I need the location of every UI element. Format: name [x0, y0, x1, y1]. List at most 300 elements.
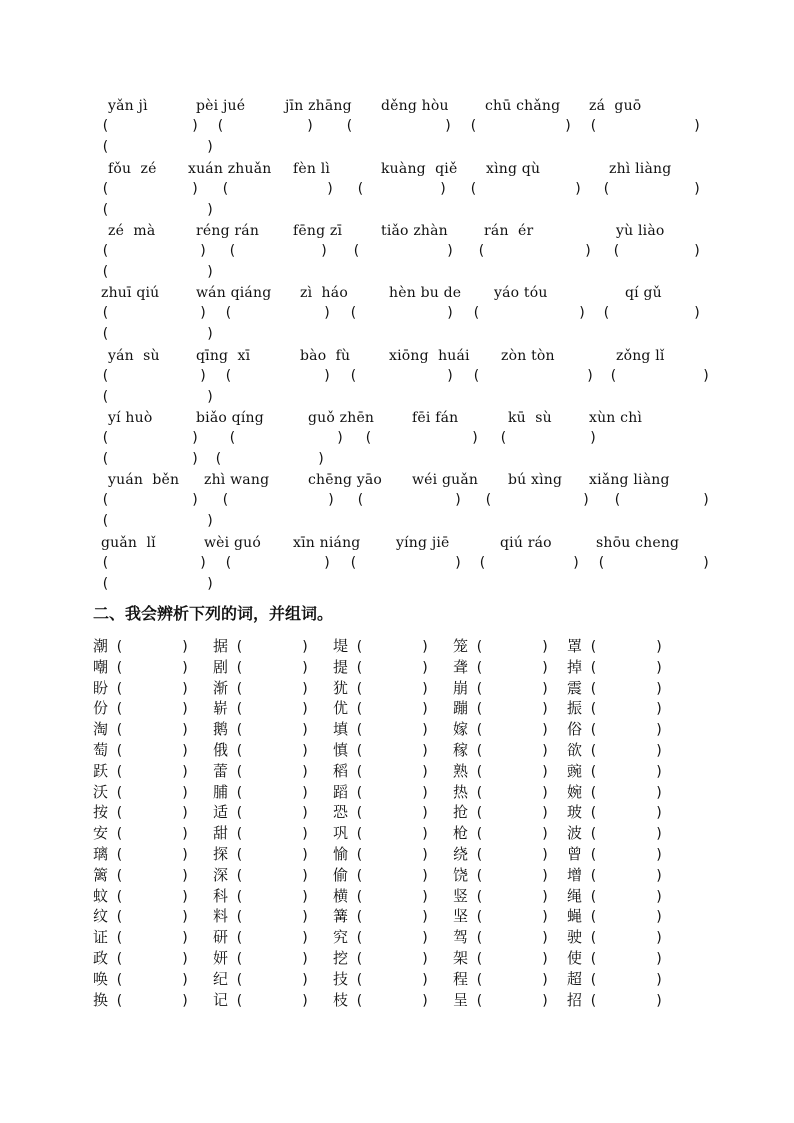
answer-paren-open[interactable]: (	[101, 368, 110, 384]
word-blank-open[interactable]: (	[235, 951, 244, 967]
word-blank-close[interactable]: )	[301, 680, 310, 697]
word-blank-close[interactable]: )	[541, 701, 550, 718]
answer-paren-close[interactable]: )	[323, 368, 332, 384]
word-blank-close[interactable]: )	[421, 992, 430, 1009]
character: 偷	[333, 865, 349, 884]
word-blank-open[interactable]: (	[589, 888, 598, 905]
word-blank-open[interactable]: (	[235, 659, 244, 676]
answer-paren-close[interactable]: )	[572, 555, 581, 571]
answer-paren-close[interactable]: )	[191, 492, 200, 508]
word-blank-open[interactable]: (	[115, 784, 124, 801]
character: 聋	[453, 657, 469, 676]
word-blank-open[interactable]: (	[355, 659, 364, 676]
word-blank-close[interactable]: )	[541, 930, 550, 947]
word-blank-close[interactable]: )	[301, 784, 310, 801]
word-blank-open[interactable]: (	[115, 847, 124, 863]
character: 曾	[567, 845, 583, 863]
character: 盼	[93, 678, 109, 697]
character: 篝	[333, 907, 349, 926]
word-blank-open[interactable]: (	[475, 680, 484, 697]
word-blank-close[interactable]: )	[421, 784, 430, 801]
answer-paren-close[interactable]: )	[693, 305, 702, 321]
word-blank-close[interactable]: )	[541, 888, 550, 905]
answer-paren-close[interactable]: )	[336, 430, 345, 446]
answer-paren-open[interactable]: (	[349, 305, 358, 321]
word-blank-close[interactable]: )	[541, 867, 550, 884]
answer-paren-close[interactable]: )	[471, 430, 480, 446]
word-blank-open[interactable]: (	[589, 909, 598, 926]
word-blank-close[interactable]: )	[181, 680, 190, 697]
word-blank-close[interactable]: )	[301, 992, 310, 1009]
word-blank-open[interactable]: (	[235, 909, 244, 926]
answer-paren-close[interactable]: )	[320, 243, 329, 259]
answer-paren-close[interactable]: )	[323, 305, 332, 321]
word-blank-close[interactable]: )	[655, 639, 664, 655]
word-blank-close[interactable]: )	[655, 888, 664, 905]
word-blank-open[interactable]: (	[115, 639, 124, 655]
word-blank-open[interactable]: (	[115, 992, 124, 1009]
word-blank-close[interactable]: )	[541, 763, 550, 780]
word-blank-close[interactable]: )	[655, 680, 664, 697]
word-blank-close[interactable]: )	[541, 909, 550, 926]
answer-paren-close[interactable]: )	[317, 451, 326, 467]
word-blank-open[interactable]: (	[589, 763, 598, 780]
answer-paren-close[interactable]: )	[191, 181, 200, 197]
word-blank-close[interactable]: )	[541, 951, 550, 967]
word-blank-close[interactable]: )	[301, 930, 310, 947]
word-blank-open[interactable]: (	[355, 722, 364, 739]
word-blank-open[interactable]: (	[475, 784, 484, 801]
word-blank-open[interactable]: (	[475, 951, 484, 967]
word-blank-open[interactable]: (	[355, 805, 364, 822]
answer-paren-open[interactable]: (	[484, 492, 493, 508]
answer-paren-open[interactable]: (	[349, 368, 358, 384]
word-blank-close[interactable]: )	[421, 763, 430, 780]
word-blank-open[interactable]: (	[589, 743, 598, 759]
word-blank-close[interactable]: )	[655, 701, 664, 718]
word-blank-open[interactable]: (	[355, 971, 364, 988]
answer-paren-open[interactable]: (	[101, 118, 110, 134]
word-blank-open[interactable]: (	[115, 867, 124, 884]
word-blank-close[interactable]: )	[655, 826, 664, 843]
character: 犹	[333, 678, 349, 697]
word-blank-open[interactable]: (	[589, 847, 598, 863]
answer-paren-open[interactable]: (	[364, 430, 373, 446]
word-blank-open[interactable]: (	[355, 909, 364, 926]
pinyin-text: fǒu zé	[108, 161, 157, 177]
word-blank-close[interactable]: )	[655, 971, 664, 988]
pinyin-text: yù liào	[616, 223, 665, 239]
word-blank-close[interactable]: )	[301, 826, 310, 843]
word-blank-close[interactable]: )	[655, 930, 664, 947]
word-blank-open[interactable]: (	[235, 992, 244, 1009]
word-blank-open[interactable]: (	[589, 826, 598, 843]
answer-paren-open[interactable]: (	[101, 181, 110, 197]
answer-paren-open[interactable]: (	[477, 243, 486, 259]
answer-paren-open[interactable]: (	[609, 368, 618, 384]
character: 婉	[567, 782, 583, 801]
word-blank-close[interactable]: )	[421, 680, 430, 697]
word-blank-close[interactable]: )	[541, 639, 550, 655]
answer-paren-close[interactable]: )	[206, 202, 215, 218]
word-blank-open[interactable]: (	[475, 867, 484, 884]
word-blank-open[interactable]: (	[235, 784, 244, 801]
pinyin-text: xìng qù	[486, 161, 541, 177]
word-blank-close[interactable]: )	[421, 867, 430, 884]
answer-paren-close[interactable]: )	[693, 118, 702, 134]
answer-paren-open[interactable]: (	[224, 305, 233, 321]
answer-paren-open[interactable]: (	[101, 389, 110, 405]
word-blank-open[interactable]: (	[115, 909, 124, 926]
word-blank-open[interactable]: (	[355, 701, 364, 718]
word-blank-open[interactable]: (	[235, 763, 244, 780]
answer-paren-open[interactable]: (	[216, 118, 225, 134]
word-blank-close[interactable]: )	[655, 847, 664, 863]
word-blank-close[interactable]: )	[181, 805, 190, 822]
word-blank-open[interactable]: (	[475, 805, 484, 822]
word-blank-open[interactable]: (	[475, 701, 484, 718]
answer-paren-open[interactable]: (	[224, 368, 233, 384]
word-blank-open[interactable]: (	[589, 701, 598, 718]
word-blank-close[interactable]: )	[541, 784, 550, 801]
answer-paren-open[interactable]: (	[478, 555, 487, 571]
answer-paren-close[interactable]: )	[206, 326, 215, 342]
character: 蕾	[213, 761, 229, 780]
word-blank-open[interactable]: (	[115, 951, 124, 967]
answer-paren-open[interactable]: (	[101, 492, 110, 508]
word-blank-open[interactable]: (	[235, 867, 244, 884]
answer-paren-close[interactable]: )	[199, 368, 208, 384]
word-blank-open[interactable]: (	[235, 805, 244, 822]
answer-paren-open[interactable]: (	[499, 430, 508, 446]
word-blank-close[interactable]: )	[181, 826, 190, 843]
word-blank-close[interactable]: )	[541, 722, 550, 739]
answer-paren-open[interactable]: (	[597, 555, 606, 571]
word-blank-open[interactable]: (	[355, 867, 364, 884]
word-blank-open[interactable]: (	[475, 639, 484, 655]
answer-paren-close[interactable]: )	[306, 118, 315, 134]
answer-paren-open[interactable]: (	[356, 492, 365, 508]
word-blank-close[interactable]: )	[301, 701, 310, 718]
word-blank-open[interactable]: (	[589, 992, 598, 1009]
word-blank-close[interactable]: )	[181, 867, 190, 884]
word-blank-open[interactable]: (	[355, 680, 364, 697]
answer-paren-close[interactable]: )	[206, 264, 215, 280]
word-blank-open[interactable]: (	[475, 743, 484, 759]
word-blank-open[interactable]: (	[355, 743, 364, 759]
word-blank-open[interactable]: (	[115, 722, 124, 739]
word-blank-close[interactable]: )	[301, 659, 310, 676]
word-blank-open[interactable]: (	[475, 888, 484, 905]
word-blank-open[interactable]: (	[355, 826, 364, 843]
word-blank-open[interactable]: (	[355, 847, 364, 863]
word-blank-open[interactable]: (	[115, 888, 124, 905]
answer-paren-close[interactable]: )	[326, 181, 335, 197]
word-blank-open[interactable]: (	[115, 930, 124, 947]
answer-paren-close[interactable]: )	[702, 555, 711, 571]
word-blank-close[interactable]: )	[301, 867, 310, 884]
character: 枝	[333, 990, 349, 1009]
word-blank-close[interactable]: )	[421, 722, 430, 739]
answer-paren-close[interactable]: )	[454, 492, 463, 508]
answer-paren-close[interactable]: )	[578, 305, 587, 321]
word-blank-close[interactable]: )	[181, 659, 190, 676]
word-blank-open[interactable]: (	[589, 951, 598, 967]
word-blank-open[interactable]: (	[115, 971, 124, 988]
word-blank-close[interactable]: )	[421, 826, 430, 843]
word-blank-close[interactable]: )	[541, 659, 550, 676]
answer-paren-open[interactable]: (	[101, 555, 110, 571]
word-blank-open[interactable]: (	[589, 722, 598, 739]
word-blank-close[interactable]: )	[421, 805, 430, 822]
answer-paren-close[interactable]: )	[323, 555, 332, 571]
word-blank-close[interactable]: )	[655, 722, 664, 739]
character: 振	[567, 699, 583, 718]
character: 招	[567, 990, 583, 1009]
answer-paren-open[interactable]: (	[228, 430, 237, 446]
character: 热	[453, 782, 469, 801]
word-blank-open[interactable]: (	[355, 784, 364, 801]
word-blank-close[interactable]: )	[541, 992, 550, 1009]
answer-paren-close[interactable]: )	[586, 368, 595, 384]
word-blank-open[interactable]: (	[475, 826, 484, 843]
word-blank-close[interactable]: )	[301, 722, 310, 739]
word-blank-close[interactable]: )	[541, 826, 550, 843]
word-blank-close[interactable]: )	[181, 951, 190, 967]
word-blank-close[interactable]: )	[655, 867, 664, 884]
answer-paren-close[interactable]: )	[206, 389, 215, 405]
word-blank-open[interactable]: (	[235, 888, 244, 905]
answer-paren-close[interactable]: )	[191, 430, 200, 446]
answer-paren-open[interactable]: (	[101, 202, 110, 218]
word-blank-open[interactable]: (	[475, 763, 484, 780]
answer-paren-open[interactable]: (	[214, 451, 223, 467]
word-blank-open[interactable]: (	[235, 701, 244, 718]
word-blank-close[interactable]: )	[181, 722, 190, 739]
answer-paren-close[interactable]: )	[693, 181, 702, 197]
answer-paren-open[interactable]: (	[589, 118, 598, 134]
word-blank-open[interactable]: (	[235, 971, 244, 988]
answer-paren-close[interactable]: )	[199, 243, 208, 259]
word-blank-open[interactable]: (	[235, 930, 244, 947]
answer-paren-close[interactable]: )	[454, 555, 463, 571]
word-blank-close[interactable]: )	[301, 971, 310, 988]
word-blank-open[interactable]: (	[475, 659, 484, 676]
word-blank-close[interactable]: )	[541, 971, 550, 988]
character: 玻	[567, 803, 583, 822]
word-blank-close[interactable]: )	[421, 743, 430, 759]
word-blank-open[interactable]: (	[589, 805, 598, 822]
answer-paren-open[interactable]: (	[228, 243, 237, 259]
word-blank-close[interactable]: )	[301, 951, 310, 967]
word-blank-close[interactable]: )	[655, 909, 664, 926]
word-blank-open[interactable]: (	[115, 743, 124, 759]
answer-paren-open[interactable]: (	[101, 243, 110, 259]
answer-paren-close[interactable]: )	[206, 513, 215, 529]
pinyin-text: bú xìng	[508, 472, 563, 488]
word-blank-close[interactable]: )	[181, 992, 190, 1009]
word-blank-close[interactable]: )	[655, 659, 664, 676]
word-blank-close[interactable]: )	[655, 784, 664, 801]
word-blank-open[interactable]: (	[235, 680, 244, 697]
word-blank-close[interactable]: )	[421, 951, 430, 967]
word-blank-open[interactable]: (	[589, 971, 598, 988]
word-blank-close[interactable]: )	[541, 805, 550, 822]
word-blank-open[interactable]: (	[475, 992, 484, 1009]
answer-paren-open[interactable]: (	[221, 181, 230, 197]
answer-paren-close[interactable]: )	[702, 368, 711, 384]
answer-paren-close[interactable]: )	[444, 118, 453, 134]
word-blank-close[interactable]: )	[301, 805, 310, 822]
answer-paren-close[interactable]: )	[206, 576, 215, 592]
word-blank-close[interactable]: )	[421, 888, 430, 905]
word-blank-close[interactable]: )	[181, 784, 190, 801]
word-blank-close[interactable]: )	[421, 701, 430, 718]
word-blank-open[interactable]: (	[475, 971, 484, 988]
word-blank-open[interactable]: (	[115, 659, 124, 676]
word-blank-open[interactable]: (	[235, 639, 244, 655]
word-blank-open[interactable]: (	[235, 722, 244, 739]
word-blank-open[interactable]: (	[115, 701, 124, 718]
answer-paren-open[interactable]: (	[352, 243, 361, 259]
character: 究	[333, 928, 349, 947]
word-blank-close[interactable]: )	[421, 971, 430, 988]
answer-paren-close[interactable]: )	[582, 492, 591, 508]
word-blank-close[interactable]: )	[421, 909, 430, 926]
word-blank-close[interactable]: )	[301, 888, 310, 905]
word-blank-close[interactable]: )	[541, 680, 550, 697]
word-blank-close[interactable]: )	[181, 639, 190, 655]
word-blank-close[interactable]: )	[301, 909, 310, 926]
answer-paren-close[interactable]: )	[584, 243, 593, 259]
word-blank-open[interactable]: (	[115, 826, 124, 843]
word-blank-open[interactable]: (	[475, 930, 484, 947]
word-blank-open[interactable]: (	[589, 867, 598, 884]
word-blank-close[interactable]: )	[655, 951, 664, 967]
word-blank-open[interactable]: (	[355, 992, 364, 1009]
answer-paren-close[interactable]: )	[702, 492, 711, 508]
answer-paren-open[interactable]: (	[469, 181, 478, 197]
word-blank-close[interactable]: )	[421, 847, 430, 863]
answer-paren-open[interactable]: (	[602, 305, 611, 321]
answer-paren-open[interactable]: (	[602, 181, 611, 197]
word-blank-open[interactable]: (	[475, 722, 484, 739]
answer-paren-open[interactable]: (	[472, 305, 481, 321]
word-blank-close[interactable]: )	[181, 971, 190, 988]
word-blank-open[interactable]: (	[355, 888, 364, 905]
word-blank-open[interactable]: (	[235, 826, 244, 843]
word-blank-close[interactable]: )	[181, 701, 190, 718]
word-blank-close[interactable]: )	[181, 763, 190, 780]
answer-paren-close[interactable]: )	[693, 243, 702, 259]
answer-paren-open[interactable]: (	[612, 243, 621, 259]
word-blank-close[interactable]: )	[421, 659, 430, 676]
word-blank-open[interactable]: (	[589, 659, 598, 676]
word-blank-close[interactable]: )	[655, 992, 664, 1009]
answer-paren-close[interactable]: )	[446, 305, 455, 321]
answer-paren-close[interactable]: )	[191, 118, 200, 134]
answer-paren-close[interactable]: )	[191, 451, 200, 467]
answer-paren-open[interactable]: (	[469, 118, 478, 134]
word-blank-close[interactable]: )	[181, 847, 190, 863]
word-blank-open[interactable]: (	[355, 930, 364, 947]
word-blank-open[interactable]: (	[115, 763, 124, 780]
word-blank-close[interactable]: )	[301, 763, 310, 780]
answer-paren-close[interactable]: )	[439, 181, 448, 197]
answer-paren-open[interactable]: (	[101, 430, 110, 446]
answer-paren-close[interactable]: )	[564, 118, 573, 134]
word-blank-close[interactable]: )	[541, 847, 550, 863]
word-blank-open[interactable]: (	[115, 805, 124, 822]
word-blank-open[interactable]: (	[589, 784, 598, 801]
answer-paren-open[interactable]: (	[101, 264, 110, 280]
answer-paren-open[interactable]: (	[101, 139, 110, 155]
character: 堤	[333, 637, 349, 655]
answer-paren-close[interactable]: )	[199, 305, 208, 321]
word-blank-open[interactable]: (	[235, 743, 244, 759]
character: 恐	[333, 803, 349, 822]
answer-paren-close[interactable]: )	[446, 243, 455, 259]
word-blank-close[interactable]: )	[181, 888, 190, 905]
answer-paren-close[interactable]: )	[199, 555, 208, 571]
pinyin-text: xīn niáng	[293, 535, 361, 551]
character: 提	[333, 657, 349, 676]
word-blank-close[interactable]: )	[301, 639, 310, 655]
answer-paren-open[interactable]: (	[101, 305, 110, 321]
word-blank-open[interactable]: (	[475, 909, 484, 926]
answer-paren-open[interactable]: (	[349, 555, 358, 571]
answer-paren-open[interactable]: (	[613, 492, 622, 508]
pinyin-text: qīng xī	[196, 348, 251, 364]
answer-paren-open[interactable]: (	[224, 555, 233, 571]
word-blank-close[interactable]: )	[655, 805, 664, 822]
answer-paren-open[interactable]: (	[221, 492, 230, 508]
answer-paren-close[interactable]: )	[446, 368, 455, 384]
word-blank-open[interactable]: (	[115, 680, 124, 697]
word-blank-close[interactable]: )	[655, 743, 664, 759]
answer-paren-close[interactable]: )	[574, 181, 583, 197]
word-blank-close[interactable]: )	[421, 639, 430, 655]
answer-paren-close[interactable]: )	[589, 430, 598, 446]
word-blank-close[interactable]: )	[541, 743, 550, 759]
answer-paren-open[interactable]: (	[101, 576, 110, 592]
answer-paren-open[interactable]: (	[101, 326, 110, 342]
word-blank-close[interactable]: )	[655, 763, 664, 780]
word-blank-open[interactable]: (	[355, 951, 364, 967]
word-blank-open[interactable]: (	[475, 847, 484, 863]
answer-paren-open[interactable]: (	[101, 513, 110, 529]
word-blank-close[interactable]: )	[301, 743, 310, 759]
word-blank-close[interactable]: )	[301, 847, 310, 863]
word-blank-close[interactable]: )	[181, 743, 190, 759]
word-blank-open[interactable]: (	[355, 639, 364, 655]
answer-paren-open[interactable]: (	[356, 181, 365, 197]
word-blank-close[interactable]: )	[421, 930, 430, 947]
word-blank-open[interactable]: (	[355, 763, 364, 780]
answer-paren-close[interactable]: )	[327, 492, 336, 508]
word-blank-close[interactable]: )	[181, 909, 190, 926]
word-blank-open[interactable]: (	[589, 930, 598, 947]
answer-paren-open[interactable]: (	[101, 451, 110, 467]
word-blank-open[interactable]: (	[235, 847, 244, 863]
answer-paren-open[interactable]: (	[345, 118, 354, 134]
answer-paren-open[interactable]: (	[472, 368, 481, 384]
answer-paren-close[interactable]: )	[206, 139, 215, 155]
word-blank-open[interactable]: (	[589, 680, 598, 697]
pinyin-text: yǎn jì	[108, 98, 148, 114]
word-blank-open[interactable]: (	[589, 639, 598, 655]
word-blank-close[interactable]: )	[181, 930, 190, 947]
